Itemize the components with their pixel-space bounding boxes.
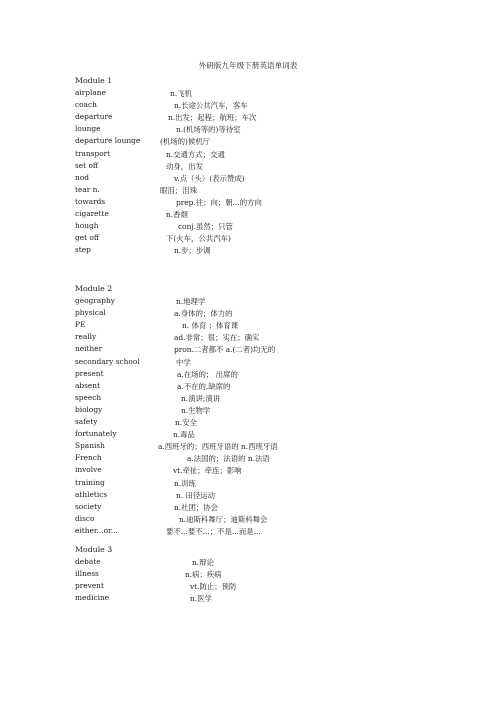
- vocab-definition: n.长途公共汽车，客车: [174, 101, 248, 111]
- vocab-word: PE: [75, 320, 86, 330]
- module-heading: Module 3: [75, 545, 113, 554]
- vocab-row: [0, 296, 496, 306]
- vocab-word: set off: [75, 160, 99, 170]
- vocab-row: [0, 429, 496, 439]
- vocab-row: [0, 308, 496, 318]
- vocab-definition: ad.非常；很；实在；确实: [174, 333, 260, 343]
- vocab-word: debate: [75, 557, 101, 566]
- vocab-definition: n.生物学: [181, 405, 211, 415]
- vocab-definition: 中学: [176, 357, 191, 367]
- vocab-word: hough: [75, 221, 99, 231]
- vocab-definition: vt.牵扯；牵连；影响: [173, 466, 242, 476]
- vocab-definition: 动身，出发: [166, 161, 203, 171]
- vocab-definition: 下(火车，公共汽车): [166, 234, 231, 244]
- vocab-definition: vt.防止；预防: [190, 582, 237, 592]
- vocab-definition: n.训练: [174, 478, 196, 488]
- vocab-row: [0, 173, 496, 183]
- vocab-word: biology: [75, 404, 103, 414]
- vocab-word: geography: [75, 296, 115, 305]
- vocab-definition: n. 田径运动: [176, 490, 216, 500]
- vocab-definition: n.医学: [190, 594, 212, 604]
- vocab-definition: n.病；疾病: [185, 570, 222, 580]
- vocab-definition: n.社团；协会: [174, 502, 219, 512]
- vocab-row: [0, 393, 496, 403]
- vocab-row: [0, 245, 496, 255]
- document-title: 外研版九年级下册英语单词表: [198, 61, 298, 70]
- vocab-definition: n.飞机: [170, 89, 192, 98]
- vocab-word: nod: [75, 172, 89, 182]
- vocab-word: get off: [75, 233, 100, 243]
- vocab-word: absent: [75, 380, 101, 390]
- vocab-word: neither: [75, 344, 103, 354]
- vocab-word: fortunately: [75, 429, 117, 439]
- vocab-row: [0, 209, 496, 219]
- vocab-definition: n.(机场等的)等待室: [176, 125, 241, 135]
- vocab-row: [0, 369, 496, 379]
- vocab-definition: n.毒品: [173, 430, 195, 440]
- vocab-definition: 要不...要不...；不是...而是...: [166, 526, 261, 536]
- module-heading: Module 2: [75, 284, 113, 293]
- vocab-word: French: [75, 453, 102, 463]
- vocab-definition: a.在场的； 出席的: [177, 369, 238, 379]
- vocab-word: lounge: [75, 124, 101, 134]
- vocab-word: medicine: [75, 593, 110, 603]
- vocab-row: [0, 490, 496, 500]
- vocab-row: [0, 149, 496, 159]
- vocab-row: [0, 100, 496, 110]
- vocab-word: secondary school: [75, 356, 140, 366]
- vocab-definition: conj.虽然；只管: [178, 222, 233, 232]
- vocab-word: departure lounge: [75, 136, 141, 146]
- vocab-row: [0, 332, 496, 342]
- vocab-row: [0, 453, 496, 463]
- vocab-row: [0, 465, 496, 475]
- vocab-row: [0, 405, 496, 415]
- vocab-word: speech: [75, 392, 102, 402]
- vocab-word: airplane: [75, 88, 106, 97]
- vocab-definition: v.点（头）(表示赞成): [174, 173, 245, 183]
- vocab-row: [0, 88, 496, 98]
- vocab-definition: a.法国的；法语的 n.法语: [187, 454, 270, 464]
- vocab-row: [0, 112, 496, 122]
- vocab-definition: n. 体育 ；体育课: [182, 321, 239, 331]
- vocab-row: [0, 557, 496, 567]
- vocab-definition: n.安全: [175, 418, 197, 427]
- vocab-word: involve: [75, 465, 102, 475]
- vocab-row: [0, 344, 496, 354]
- vocab-definition: 眼泪；泪珠: [160, 185, 197, 195]
- vocab-word: physical: [75, 308, 106, 318]
- vocab-word: prevent: [75, 581, 104, 591]
- vocab-definition: n.辩论: [192, 558, 214, 567]
- vocab-row: [0, 136, 496, 146]
- vocab-word: illness: [75, 569, 99, 579]
- vocab-row: [0, 593, 496, 603]
- vocab-word: step: [75, 245, 91, 255]
- vocab-word: coach: [75, 100, 97, 110]
- vocab-definition: prep.往；向；朝...的方向: [176, 197, 262, 207]
- vocab-definition: n.出发；起程；航班；车次: [168, 113, 257, 123]
- module-heading: Module 1: [75, 76, 113, 85]
- vocab-definition: n.演讲;演讲: [181, 393, 221, 403]
- vocab-row: [0, 357, 496, 367]
- vocab-row: [0, 197, 496, 207]
- vocab-definition: n.交通方式；交通: [166, 149, 225, 159]
- vocab-definition: pron.二者都不 a.(二者)均无的: [174, 345, 276, 355]
- vocab-word: either...or...: [75, 525, 118, 535]
- vocab-definition: a.不在的,缺席的: [177, 381, 231, 391]
- vocab-row: [0, 185, 496, 195]
- vocab-row: [0, 233, 496, 243]
- vocab-word: tear n.: [75, 184, 100, 194]
- vocab-row: [0, 502, 496, 512]
- vocab-word: departure: [75, 112, 113, 122]
- vocab-word: really: [75, 332, 97, 342]
- vocab-row: [0, 441, 496, 451]
- vocab-row: [0, 514, 496, 524]
- vocab-row: [0, 381, 496, 391]
- vocab-row: [0, 581, 496, 591]
- vocab-word: safety: [75, 417, 98, 426]
- vocab-word: transport: [75, 148, 111, 158]
- vocab-word: disco: [75, 513, 95, 523]
- vocab-row: [0, 161, 496, 171]
- vocab-definition: n.迪斯科舞厅；迪斯科舞会: [179, 514, 268, 524]
- vocab-word: society: [75, 501, 102, 511]
- vocab-row: [0, 526, 496, 536]
- vocab-word: athletics: [75, 489, 108, 499]
- vocab-word: present: [75, 368, 104, 378]
- vocab-row: [0, 320, 496, 330]
- vocab-row: [0, 417, 496, 427]
- vocab-definition: n.步；步调: [174, 246, 211, 256]
- vocab-word: training: [75, 477, 105, 487]
- vocab-definition: a.身体的；体力的: [174, 309, 233, 319]
- vocab-definition: a.西班牙的；西班牙语的 n.西班牙语: [158, 442, 278, 452]
- vocab-row: [0, 478, 496, 488]
- vocab-row: [0, 569, 496, 579]
- vocab-definition: (机场的)候机厅: [160, 137, 211, 147]
- vocab-row: [0, 124, 496, 134]
- vocab-definition: n.香烟: [166, 210, 188, 219]
- vocab-word: towards: [75, 196, 106, 206]
- vocab-definition: n.地理学: [176, 297, 206, 306]
- vocab-row: [0, 221, 496, 231]
- vocab-word: cigarette: [75, 209, 109, 218]
- vocab-word: Spanish: [75, 441, 105, 451]
